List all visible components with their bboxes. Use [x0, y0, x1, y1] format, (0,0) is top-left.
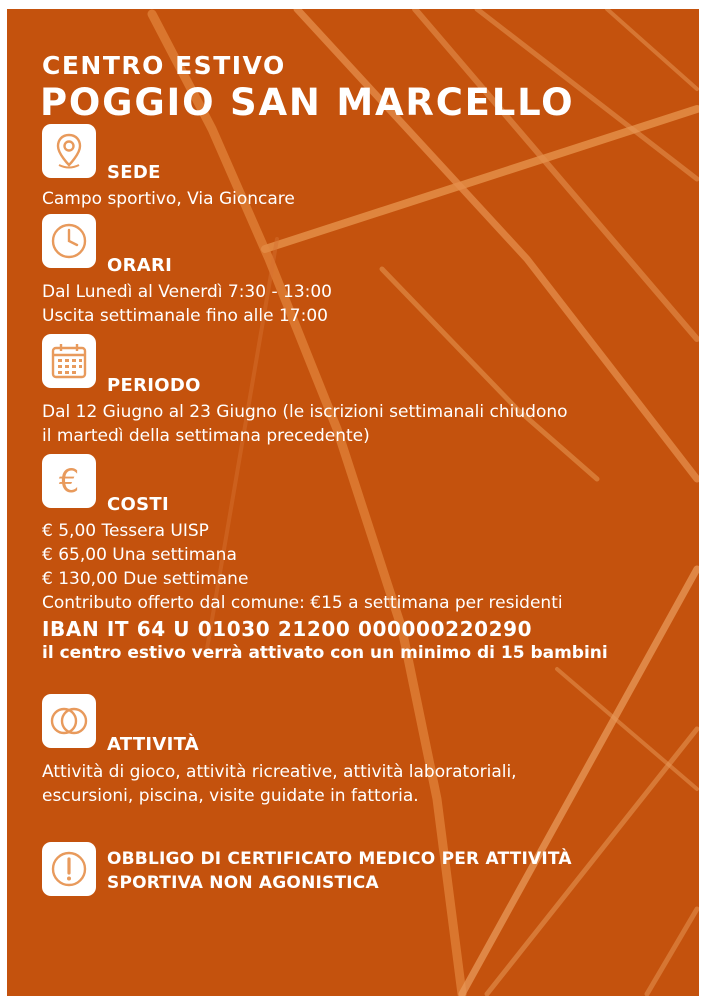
section-title-periodo: PERIODO	[107, 375, 201, 396]
attivita-line-2: escursioni, piscina, visite guidate in fattoria.	[42, 786, 419, 806]
title-line-2: POGGIO SAN MARCELLO	[40, 81, 575, 124]
calendar-icon	[42, 334, 96, 388]
section-title-attivita: ATTIVITÀ	[107, 734, 200, 755]
sede-line-1: Campo sportivo, Via Gioncare	[42, 189, 295, 209]
medical-certificate-notice	[107, 847, 572, 895]
costi-line-4: Contributo offerto dal comune: €15 a settimana per residenti	[42, 593, 563, 613]
section-title-costi: COSTI	[107, 494, 169, 515]
poster	[7, 9, 699, 996]
exclamation-icon	[42, 842, 96, 896]
orari-line-2: Uscita settimanale fino alle 17:00	[42, 306, 328, 326]
iban: IBAN IT 64 U 01030 21200 000000220290	[42, 617, 533, 641]
section-title-orari: ORARI	[107, 255, 173, 276]
overlapping-circles-icon	[42, 694, 96, 748]
svg-text:€: €	[58, 462, 80, 500]
title-line-1: CENTRO ESTIVO	[42, 51, 286, 80]
location-pin-icon	[42, 124, 96, 178]
costi-line-3: € 130,00 Due settimane	[42, 569, 249, 589]
minimum-children-note: il centro estivo verrà attivato con un minimo di 15 bambini	[42, 643, 608, 663]
periodo-line-1: Dal 12 Giugno al 23 Giugno (le iscrizioni settimanali chiudono	[42, 402, 568, 422]
costi-line-2: € 65,00 Una settimana	[42, 545, 237, 565]
periodo-line-2: il martedì della settimana precedente)	[42, 426, 370, 446]
orari-line-1: Dal Lunedì al Venerdì 7:30 - 13:00	[42, 282, 332, 302]
euro-icon	[42, 454, 96, 508]
costi-line-1: € 5,00 Tessera UISP	[42, 521, 209, 541]
notice-line-2: SPORTIVA NON AGONISTICA	[107, 873, 379, 893]
attivita-line-1: Attività di gioco, attività ricreative, attività laboratoriali,	[42, 762, 517, 782]
clock-icon	[42, 214, 96, 268]
section-title-sede: SEDE	[107, 162, 161, 183]
notice-line-1: OBBLIGO DI CERTIFICATO MEDICO PER ATTIVITÀ	[107, 849, 572, 869]
